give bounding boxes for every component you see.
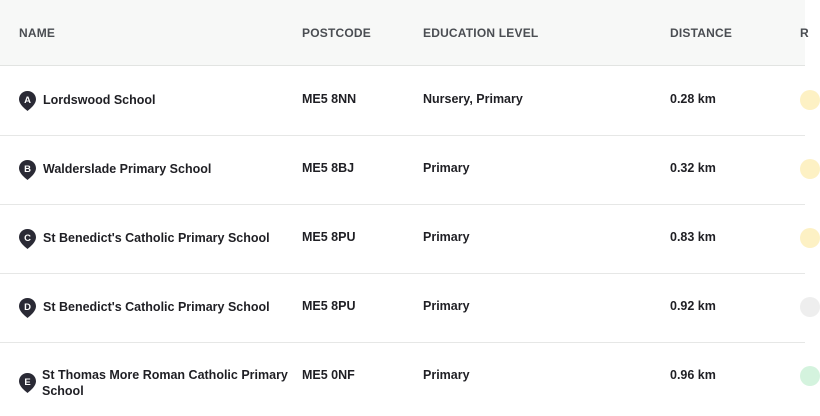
map-pin-letter: B [24, 164, 31, 175]
postcode: ME5 8PU [302, 230, 356, 244]
distance: 0.83 km [670, 230, 716, 244]
education-level: Primary [423, 161, 470, 175]
school-name[interactable]: Walderslade Primary School [43, 162, 212, 176]
column-header-rating[interactable]: R [800, 26, 809, 40]
map-pin-letter: A [24, 95, 31, 106]
education-level: Primary [423, 299, 470, 313]
postcode: ME5 8PU [302, 299, 356, 313]
school-name[interactable]: Lordswood School [43, 93, 156, 107]
table-header [0, 0, 809, 66]
school-name[interactable]: St Benedict's Catholic Primary School [43, 231, 270, 245]
table-row[interactable] [0, 67, 805, 136]
school-name-line-1[interactable]: St Thomas More Roman Catholic Primary [42, 368, 288, 382]
rating-badge [800, 159, 820, 179]
table-row[interactable] [0, 274, 805, 343]
distance: 0.32 km [670, 161, 716, 175]
map-pin-letter: E [24, 377, 31, 388]
column-header-name[interactable]: NAME [19, 26, 56, 40]
map-pin-icon [19, 298, 36, 318]
table-row[interactable] [0, 136, 805, 205]
postcode: ME5 0NF [302, 368, 355, 382]
education-level: Primary [423, 230, 470, 244]
map-pin-icon [19, 160, 36, 180]
map-pin-icon [19, 373, 36, 393]
distance: 0.96 km [670, 368, 716, 382]
distance: 0.92 km [670, 299, 716, 313]
postcode: ME5 8NN [302, 92, 357, 106]
map-pin-icon [19, 91, 36, 111]
map-pin-letter: D [24, 302, 31, 313]
table-row[interactable] [0, 205, 805, 274]
map-pin-icon [19, 229, 36, 249]
rating-badge [800, 90, 820, 110]
education-level: Primary [423, 368, 470, 382]
map-pin-letter: C [24, 233, 31, 244]
school-name[interactable]: St Benedict's Catholic Primary School [43, 300, 270, 314]
distance: 0.28 km [670, 92, 716, 106]
column-header-distance[interactable]: DISTANCE [670, 26, 733, 40]
postcode: ME5 8BJ [302, 161, 355, 175]
rating-badge [800, 366, 820, 386]
rating-badge [800, 228, 820, 248]
education-level: Nursery, Primary [423, 92, 523, 106]
column-header-postcode[interactable]: POSTCODE [302, 26, 371, 40]
column-header-education-level[interactable]: EDUCATION LEVEL [423, 26, 539, 40]
table-row[interactable] [0, 343, 805, 412]
rating-badge [800, 297, 820, 317]
school-name-line-2[interactable]: School [42, 384, 84, 398]
